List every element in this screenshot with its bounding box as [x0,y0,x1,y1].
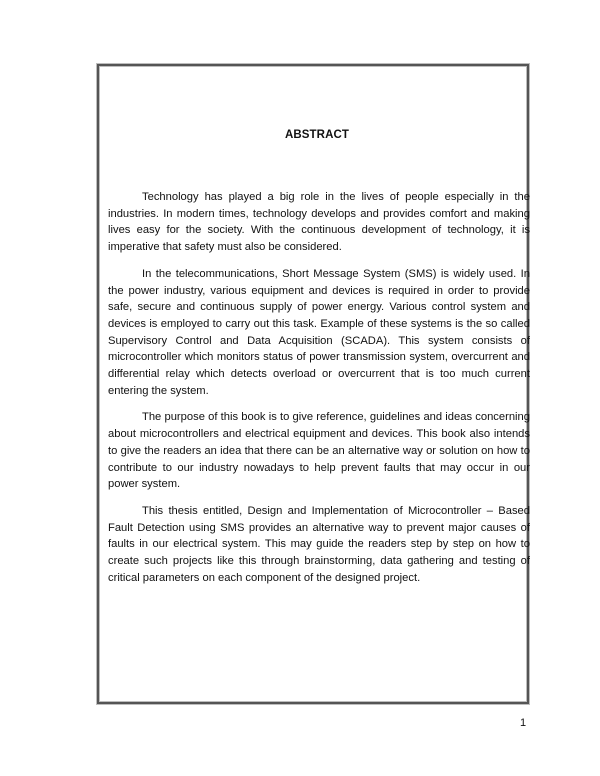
paragraph-thesis: This thesis entitled, Design and Implementation of Microcontroller – Based Fault Detection using SMS provides an alternative way to prevent major causes of faults in our electrical system. This may guide the readers step by step on how to create such projects like this through brainstorming, data gathering and testing of critical parameters on each component of the designed project. [108,504,530,584]
paragraph-telecommunications: In the telecommunications, Short Message System (SMS) is widely used. In the power industry, various equipment and devices is required in order to provide safe, secure and continuous supply of power energy. Various control system and devices is employed to carry out this task. Example of these systems is the so called Supervisory Control and Data Acquisition (SCADA). This system consists of microcontroller which monitors status of power transmission system, overcurrent and differential relay which detects overload or overcurrent that is too much current entering the system. [108,267,530,397]
abstract-heading: ABSTRACT [284,129,350,141]
paragraph-technology: Technology has played a big role in the lives of people especially in the industries. In modern times, technology develops and provides comfort and making lives easy for the society. With the continuous development of technology, it is imperative that safety must also be considered. [108,191,530,254]
abstract-body [108,189,530,596]
page-number: 1 [520,717,527,729]
paragraph-purpose: The purpose of this book is to give reference, guidelines and ideas concerning about microcontrollers and electrical equipment and devices. This book also intends to give the readers an idea that there can be an alternative way or solution on how to contribute to our industry nowadays to help prevent faults that may occur in our power system. [108,411,530,491]
